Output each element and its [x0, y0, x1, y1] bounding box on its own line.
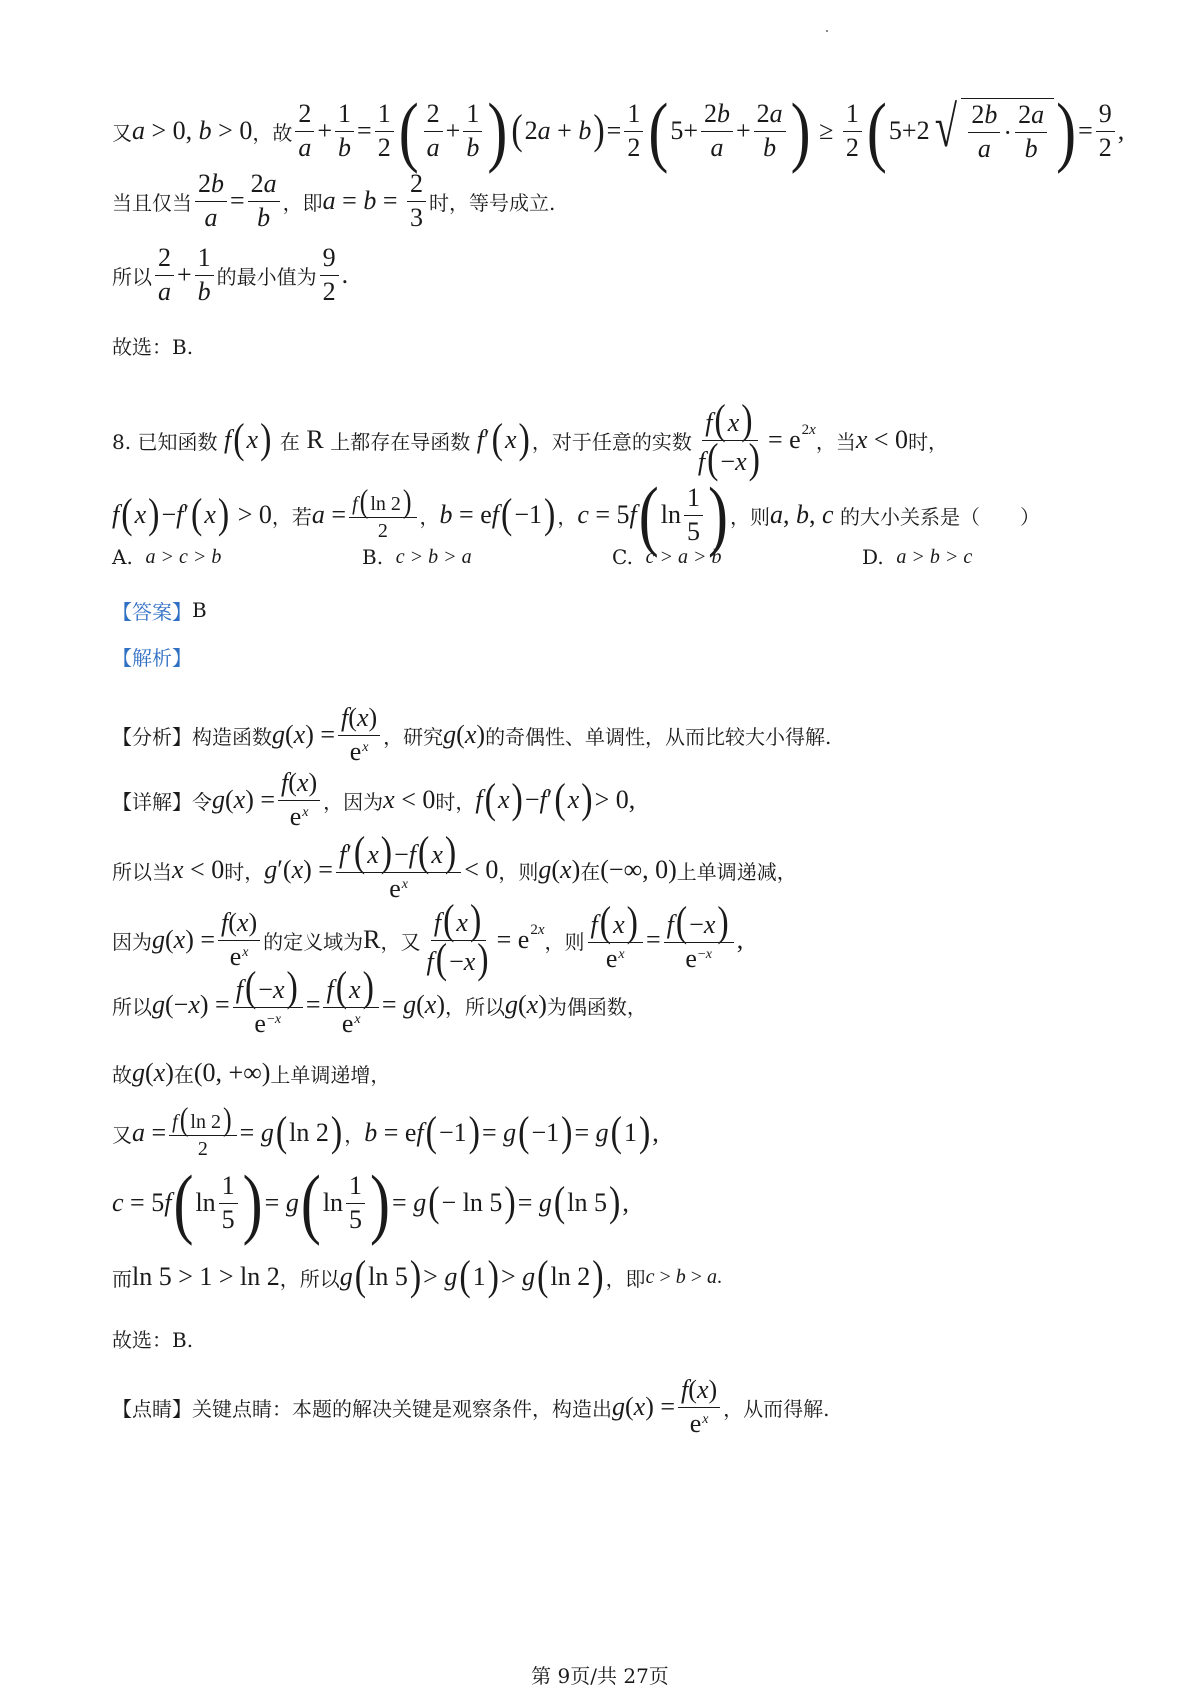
even-function-line: 所以 g (− x ) = $\frac{f(-x)}{e^{-x}}$ = $\frac{f(x)}{e^x}$ = g ( x ) ，所以 g ( x ) 为偶函数，	[112, 964, 647, 1039]
values-ab-line: 又 a = $\frac{f( \ln 2)}{2}$ = g ( ln 2 ) ， b = e f ( −1 ) = g ( −1 ) = g ( 1 ) ,	[112, 1100, 659, 1160]
comparison-line: 而 ln 5 > 1 > ln 2 ，所以 g ( ln 5 ) > g ( 1 ) > g ( ln 2 ) ，即 c > b > a .	[112, 1253, 723, 1300]
dianjing-line: 【点睛】 关键点睛：本题的解决关键是观察条件，构造出 g ( x ) = $\frac{f(x)}{e^x}$ ，从而得解.	[112, 1374, 830, 1438]
fenxi-line: 【分析】 构造函数 g ( x ) = $\frac{f(x)}{e^x}$ ，研究 g ( x ) 的奇偶性、单调性，从而比较大小得解.	[112, 702, 832, 766]
page-number: 第 9页/共 27页	[531, 1664, 669, 1688]
line-choose-1: 故选：B.	[112, 334, 194, 359]
line-minimum: 所以 $\frac{2}{a}$ + $\frac{1}{b}$ 的最小值为 $\frac{9}{2}$ .	[112, 242, 349, 306]
derivative-line: 所以当 x < 0 时， g ′( x ) = $\frac{f'(x)-f(x)}{e^x}$ < 0 ，则 g ( x ) 在 (−∞, 0) 上单调递减，	[112, 829, 797, 904]
line-equality-condition: 当且仅当 $\frac{2b}{a}$ = $\frac{2a}{b}$ ，即 a = b = $\frac{2}{3}$ 时，等号成立.	[112, 168, 556, 232]
option-b: B. c > b > a	[362, 545, 472, 569]
value-c-line: c = 5 f ( ln $\frac{1}{5}$ ) = g ( ln $\frac{1}{5}$ ) = g ( − ln 5 ) = g ( ln 5 ) ,	[112, 1160, 629, 1246]
xiangjie-line: 【详解】 令 g ( x ) = $\frac{f(x)}{e^x}$ ，因为 x < 0 时， f ( x ) − f ′ ( x ) > 0,	[112, 767, 636, 831]
option-c: C. c > a > b	[612, 545, 722, 569]
answer-value: B	[192, 598, 207, 622]
option-a: A. a > c > b	[112, 545, 222, 569]
question-8-line-1: 8. 已知函数 f ( x ) 在 R 上都存在导函数 f ′ ( x ) ，对于任意的实数 $\frac{f(x)}{f(-x)}$ = e 2x ，当 x < 0 时，	[112, 396, 949, 482]
line-inequality: 又 a > 0, b > 0 ，故 $\frac{2}{a}$ + $\frac{1}{b}$ = $\frac{1}{2}$ ( $\frac{2}{a}$ + $\frac{1}{b}$ ) ( 2 a + b ) = $\frac{1}{2}$ ( 5+ $\frac{2b}{a}$ + $\frac{2a}{b}$ ) ≥ $\frac{1}{2}$ ( 5+2 √ $\frac{2b}{a}$ · $\frac{2a}{b}$ ) = $\frac{9}{2}$ ,	[112, 88, 1125, 174]
increasing-line: 故 g ( x ) 在 (0, +∞) 上单调递增，	[112, 1058, 391, 1087]
answer-line	[112, 590, 207, 630]
scan-speck	[826, 30, 828, 32]
answer-tag: 【答案】	[112, 599, 192, 624]
analysis-heading: 【解析】	[112, 645, 192, 670]
option-d: D. a > b > c	[862, 545, 973, 569]
line-choose-2: 故选：B.	[112, 1327, 194, 1352]
domain-line: 因为 g ( x ) = $\frac{f(x)}{e^x}$ 的定义域为 R ，又 $\frac{f(x)}{f(-x)}$ = e 2x ，则 $\frac{f(x)}{e^x}$ = $\frac{f(-x)}{e^{-x}}$ ,	[112, 896, 744, 982]
question-8-line-2: f ( x ) − f ′ ( x ) > 0 ，若 a = $\frac{f( \ln 2)}{2}$ ， b = e f ( −1 ) ， c = 5 f ( ln $\frac{1}{5}$ ) ，则 a , b , c 的大小关系是（ ）	[112, 472, 1041, 558]
